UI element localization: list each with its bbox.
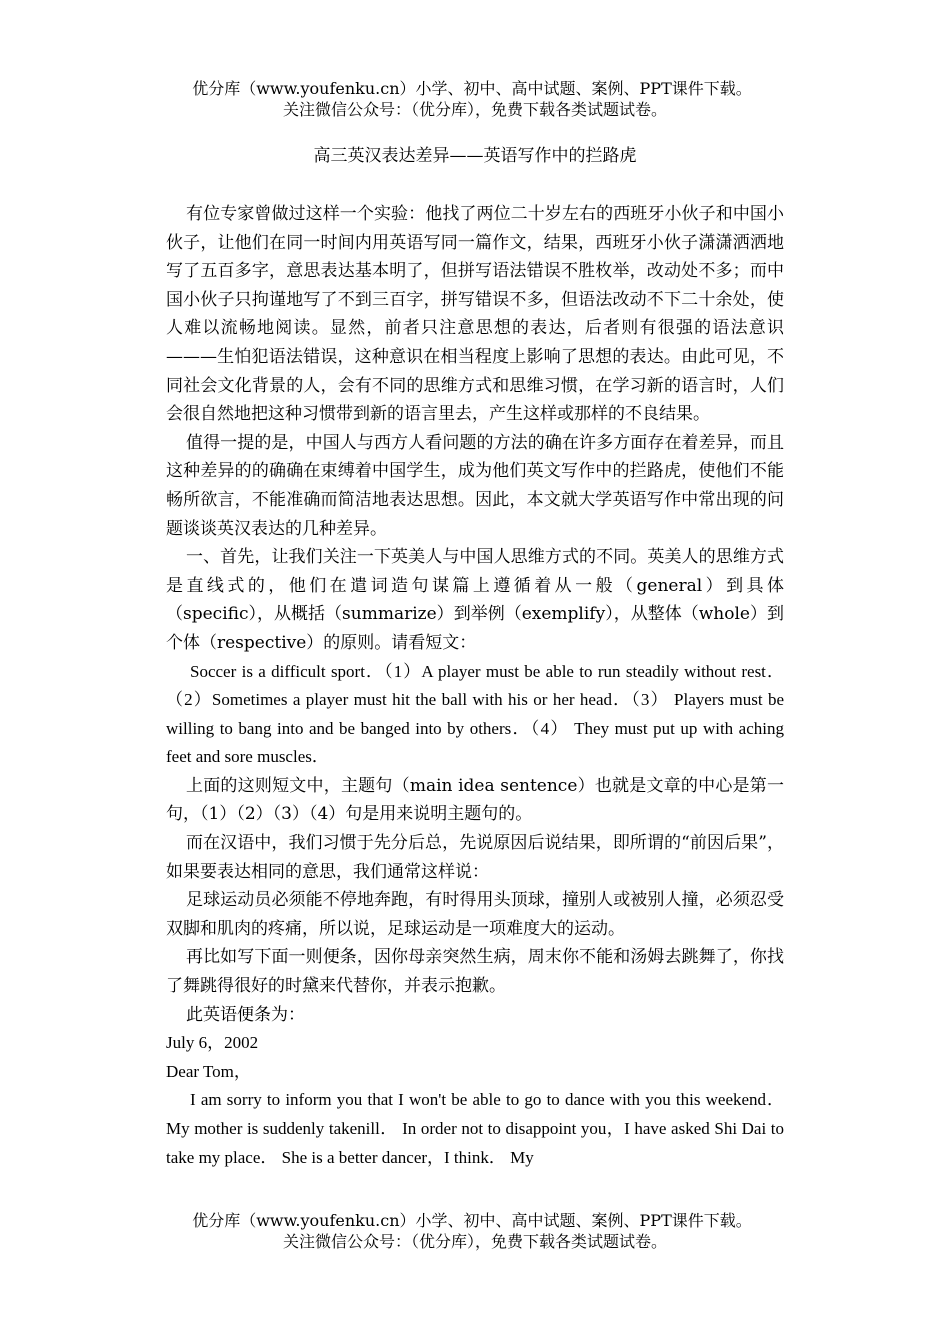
footer-line-1: 优分库（www.youfenku.cn）小学、初中、高中试题、案例、PPT课件下载。 [192, 1211, 752, 1230]
paragraph-note-intro: 此英语便条为： [186, 1004, 305, 1025]
paragraph-main-idea: 上面的这则短文中，主题句（main idea sentence）也就是文章的中心是第一句，（1）（2）（3）（4）句是用来说明主题句的。 [166, 775, 784, 825]
note-salutation: Dear Tom， [166, 1061, 251, 1081]
header-line-2: 关注微信公众号：（优分库），免费下载各类试题试卷。 [282, 100, 667, 119]
footer-line-2: 关注微信公众号：（优分库），免费下载各类试题试卷。 [282, 1232, 667, 1251]
note-date: July 6，2002 [166, 1033, 259, 1053]
document-body [166, 200, 784, 1172]
paragraph-chinese-habit: 而在汉语中，我们习惯于先分后总，先说原因后说结果，即所谓的“前因后果”，如果要表达相同的意思，我们通常这样说： [166, 833, 784, 882]
page-header [0, 78, 950, 120]
paragraph-soccer-example: Soccer is a difficult sport．（1）A player must be able to run steadily without rest．（2）Sometimes a player must hit the ball with his or her head．（3） Players must be willing to bang into and be banged into by others．（4） They must put up with aching feet and sore muscles． [166, 661, 784, 767]
page-footer [0, 1210, 950, 1252]
paragraph-experiment: 有位专家曾做过这样一个实验：他找了两位二十岁左右的西班牙小伙子和中国小伙子，让他们在同一时间内用英语写同一篇作文，结果，西班牙小伙子潇潇洒洒地写了五百多字，意思表达基本明了，但拼写语法错误不胜枚举，改动处不多；而中国小伙子只拘谨地写了不到三百字，拼写错误不多，但语法改动不下二十余处，使人难以流畅地阅读。显然，前者只注意思想的表达，后者则有很强的语法意识———生怕犯语法错误，这种意识在相当程度上影响了思想的表达。由此可见，不同社会文化背景的人，会有不同的思维方式和思维习惯，在学习新的语言时，人们会很自然地把这种习惯带到新的语言里去，产生这样或那样的不良结果。 [166, 204, 784, 425]
paragraph-note-task: 再比如写下面一则便条，因你母亲突然生病，周末你不能和汤姆去跳舞了，你找了舞跳得很好的时黛来代替你，并表示抱歉。 [166, 947, 784, 997]
paragraph-section-one: 一、首先，让我们关注一下英美人与中国人思维方式的不同。英美人的思维方式是直线式的，他们在遣词造句谋篇上遵循着从一般（general）到具体（specific），从概括（summarize）到举例（exemplify），从整体（whole）到个体（respective）的原则。请看短文： [166, 547, 784, 653]
paragraph-chinese-example: 足球运动员必须能不停地奔跑，有时得用头顶球，撞别人或被别人撞，必须忍受双脚和肌肉的疼痛，所以说，足球运动是一项难度大的运动。 [166, 890, 784, 939]
note-body: I am sorry to inform you that I won't be able to go to dance with you this weekend． My mother is suddenly takenill． In order not to disappoint you，I have asked Shi Dai to take my place． She is a better dancer，I think． My [166, 1090, 784, 1167]
document-title: 高三英汉表达差异——英语写作中的拦路虎 [313, 146, 637, 166]
header-line-1: 优分库（www.youfenku.cn）小学、初中、高中试题、案例、PPT课件下载。 [192, 79, 752, 98]
paragraph-differences: 值得一提的是，中国人与西方人看问题的方法的确在许多方面存在着差异，而且这种差异的的确确在束缚着中国学生，成为他们英文写作中的拦路虎，使他们不能畅所欲言，不能准确而简洁地表达思想。因此，本文就大学英语写作中常出现的问题谈谈英汉表达的几种差异。 [166, 432, 784, 539]
